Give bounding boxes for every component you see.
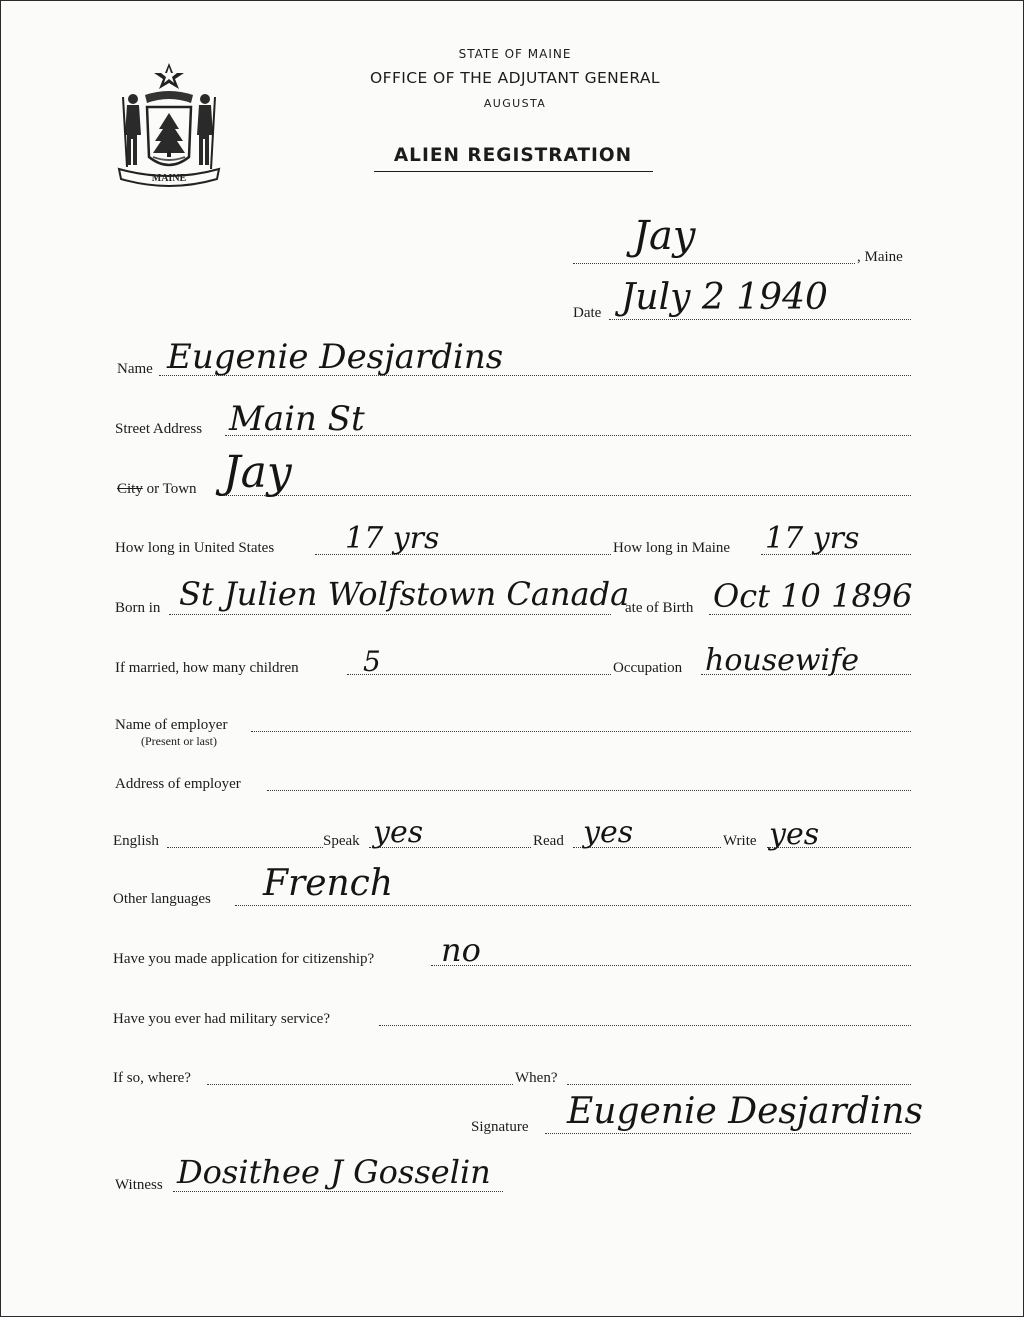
town-header-line: [573, 263, 855, 264]
witness-line: [173, 1191, 503, 1192]
english-line: [167, 847, 323, 848]
city-or-label: or: [142, 481, 160, 497]
citizenship-label: Have you made application for citizenship?: [113, 951, 375, 967]
other-languages-line: [235, 905, 911, 906]
maine-label: , Maine: [857, 249, 903, 265]
header-city: AUGUSTA: [483, 97, 547, 110]
city-struck-label: City: [117, 481, 143, 497]
military-label: Have you ever had military service?: [113, 1011, 330, 1027]
born-in-label: Born in: [115, 600, 161, 616]
state-seal-icon: [113, 57, 225, 191]
name-value: Eugenie Desjardins: [167, 337, 504, 377]
date-of-birth-label: ate of Birth: [625, 600, 694, 616]
town-value: Jay: [223, 447, 292, 498]
when-label: When?: [515, 1070, 558, 1086]
city-town-label: [117, 481, 197, 498]
occupation-value: housewife: [705, 643, 859, 678]
employer-label: Name of employer: [115, 717, 228, 733]
if-so-where-label: If so, where?: [113, 1070, 191, 1086]
write-value: yes: [769, 817, 820, 852]
citizenship-line: [431, 965, 911, 966]
where-line: [207, 1084, 513, 1085]
street-value: Main St: [229, 399, 365, 439]
born-in-line: [169, 614, 611, 615]
read-value: yes: [583, 815, 634, 850]
children-line: [347, 674, 611, 675]
how-long-maine-label: How long in Maine: [613, 540, 731, 556]
children-label: If married, how many children: [115, 660, 299, 676]
employer-note: (Present or last): [141, 734, 217, 748]
date-value: July 2 1940: [621, 277, 828, 318]
occupation-label: Occupation: [613, 660, 683, 676]
signature-line: [545, 1133, 911, 1134]
write-label: Write: [723, 833, 757, 849]
other-languages-label: Other languages: [113, 891, 211, 907]
how-long-maine-value: 17 yrs: [765, 521, 860, 556]
title-underline: [374, 171, 653, 172]
witness-value: Dosithee J Gosselin: [177, 1153, 491, 1191]
name-label: Name: [117, 361, 153, 377]
read-label: Read: [533, 833, 564, 849]
signature-value: Eugenie Desjardins: [567, 1091, 923, 1132]
date-label: Date: [573, 305, 602, 321]
military-line: [379, 1025, 911, 1026]
header-office: OFFICE OF THE ADJUTANT GENERAL: [370, 69, 660, 87]
street-label: Street Address: [115, 421, 203, 437]
town-header-value: Jay: [633, 213, 696, 259]
date-of-birth-value: Oct 10 1896: [713, 577, 913, 615]
date-line: [609, 319, 911, 320]
other-languages-value: French: [263, 863, 394, 904]
employer-address-label: Address of employer: [115, 776, 241, 792]
town-line: [219, 495, 911, 496]
citizenship-value: no: [441, 931, 481, 969]
seal-label: MAINE: [151, 173, 187, 184]
employer-line: [251, 731, 911, 732]
signature-label: Signature: [471, 1119, 529, 1135]
form-title: ALIEN REGISTRATION: [393, 145, 633, 166]
witness-label: Witness: [115, 1177, 163, 1193]
town-label: Town: [159, 481, 197, 497]
born-in-value: St Julien Wolfstown Canada: [179, 575, 630, 613]
how-long-us-value: 17 yrs: [345, 521, 440, 556]
children-value: 5: [363, 645, 381, 678]
english-label: English: [113, 833, 159, 849]
employer-address-line: [267, 790, 911, 791]
when-line: [567, 1084, 911, 1085]
speak-label: Speak: [323, 833, 360, 849]
speak-value: yes: [373, 815, 424, 850]
header-state: STATE OF MAINE: [458, 47, 572, 61]
how-long-us-label: How long in United States: [115, 540, 275, 556]
